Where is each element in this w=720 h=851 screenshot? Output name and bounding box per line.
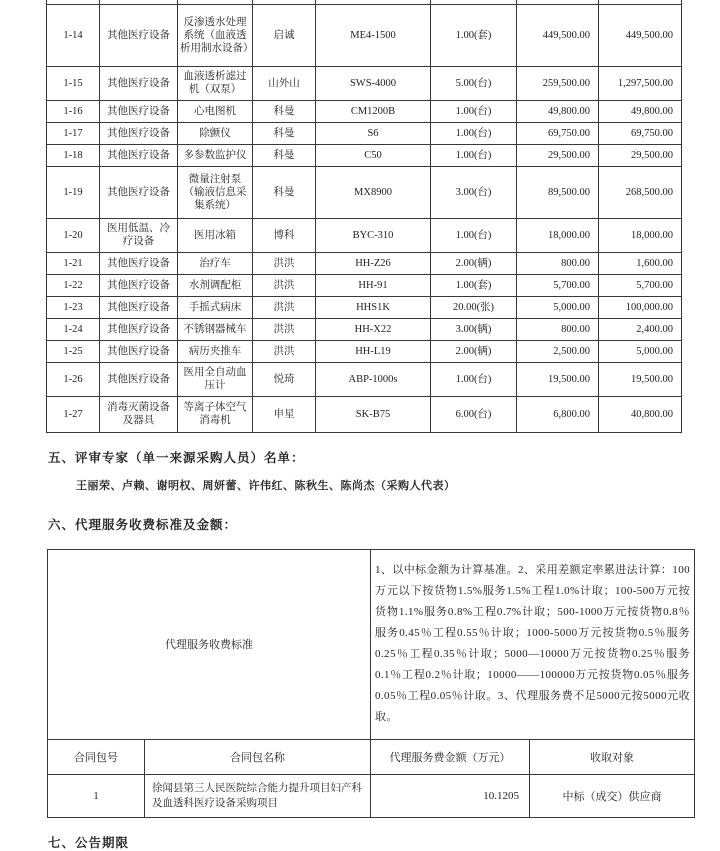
table-cell: 山外山 xyxy=(253,66,316,100)
table-cell: 100,000.00 xyxy=(599,296,682,318)
fee-header-package-name: 合同包名称 xyxy=(145,739,371,774)
table-cell: 其他医疗设备 xyxy=(100,66,178,100)
table-cell: 1.00(套) xyxy=(431,274,517,296)
table-cell: 等离子体空气消毒机 xyxy=(178,396,253,432)
table-cell: 1-21 xyxy=(47,252,100,274)
section6-heading: 六、代理服务收费标准及金额： xyxy=(48,517,238,532)
table-row xyxy=(47,396,682,432)
table-cell: 反渗透水处理系统（血液透析用制水设备） xyxy=(178,4,253,66)
table-cell: 血液透析滤过机（双泵） xyxy=(178,66,253,100)
table-cell: 医用全自动血压计 xyxy=(178,362,253,396)
table-cell: 其他医疗设备 xyxy=(100,318,178,340)
table-cell: 1-27 xyxy=(47,396,100,432)
table-cell: 5,000.00 xyxy=(599,340,682,362)
equipment-table-body xyxy=(47,0,682,432)
table-cell: 洪洪 xyxy=(253,340,316,362)
fee-cell-payer: 中标（成交）供应商 xyxy=(530,774,695,817)
table-cell: 消毒灭菌设备及器具 xyxy=(100,396,178,432)
table-cell: 6,800.00 xyxy=(517,396,599,432)
table-cell: SK-B75 xyxy=(316,396,431,432)
table-cell: 2,500.00 xyxy=(517,340,599,362)
table-cell: 49,800.00 xyxy=(517,100,599,122)
table-cell: 多参数监护仪 xyxy=(178,144,253,166)
table-cell: 6.00(台) xyxy=(431,396,517,432)
table-cell: MX8900 xyxy=(316,166,431,218)
table-cell: HH-X22 xyxy=(316,318,431,340)
table-cell: 18,000.00 xyxy=(599,218,682,252)
table-cell: HH-91 xyxy=(316,274,431,296)
fee-table-header-row xyxy=(48,739,695,774)
table-cell: BYC-310 xyxy=(316,218,431,252)
section5-heading: 五、评审专家（单一来源采购人员）名单： xyxy=(48,450,305,465)
table-cell: 5,000.00 xyxy=(517,296,599,318)
table-cell: 1.00(台) xyxy=(431,144,517,166)
table-cell: 其他医疗设备 xyxy=(100,274,178,296)
table-row xyxy=(47,318,682,340)
table-cell: 1.00(台) xyxy=(431,218,517,252)
table-cell: 2,400.00 xyxy=(599,318,682,340)
table-cell: 不锈钢器械车 xyxy=(178,318,253,340)
table-row xyxy=(47,340,682,362)
table-cell: 微量注射泵（输液信息采集系统） xyxy=(178,166,253,218)
fee-header-package-no: 合同包号 xyxy=(48,739,145,774)
table-cell: 科曼 xyxy=(253,122,316,144)
table-cell: 89,500.00 xyxy=(517,166,599,218)
fee-header-payer: 收取对象 xyxy=(530,739,695,774)
table-cell: 19,500.00 xyxy=(599,362,682,396)
table-cell: 259,500.00 xyxy=(517,66,599,100)
table-cell: 1-16 xyxy=(47,100,100,122)
table-cell: 心电图机 xyxy=(178,100,253,122)
table-cell: 博科 xyxy=(253,218,316,252)
table-row xyxy=(47,362,682,396)
table-cell: 449,500.00 xyxy=(599,4,682,66)
fee-table-data-row xyxy=(48,774,695,817)
fee-standard-label: 代理服务收费标准 xyxy=(48,549,371,739)
table-cell: 69,750.00 xyxy=(599,122,682,144)
table-cell: 40,800.00 xyxy=(599,396,682,432)
table-cell: 800.00 xyxy=(517,252,599,274)
table-cell: 手摇式病床 xyxy=(178,296,253,318)
table-cell: 800.00 xyxy=(517,318,599,340)
table-cell: 1.00(台) xyxy=(431,362,517,396)
table-cell: 其他医疗设备 xyxy=(100,122,178,144)
table-cell: SWS-4000 xyxy=(316,66,431,100)
table-cell: 其他医疗设备 xyxy=(100,166,178,218)
table-cell: 1-25 xyxy=(47,340,100,362)
table-cell: 49,800.00 xyxy=(599,100,682,122)
table-cell: 其他医疗设备 xyxy=(100,252,178,274)
table-cell: 科曼 xyxy=(253,166,316,218)
table-cell: 其他医疗设备 xyxy=(100,4,178,66)
table-cell: 科曼 xyxy=(253,144,316,166)
table-cell: C50 xyxy=(316,144,431,166)
table-cell: 其他医疗设备 xyxy=(100,100,178,122)
table-cell: 洪洪 xyxy=(253,296,316,318)
table-cell: 29,500.00 xyxy=(599,144,682,166)
table-cell: 1-17 xyxy=(47,122,100,144)
table-cell: 1-19 xyxy=(47,166,100,218)
table-row xyxy=(47,274,682,296)
table-row xyxy=(47,4,682,66)
table-row xyxy=(47,166,682,218)
table-cell: 20.00(张) xyxy=(431,296,517,318)
equipment-table xyxy=(46,0,682,433)
table-cell: 19,500.00 xyxy=(517,362,599,396)
table-cell: 治疗车 xyxy=(178,252,253,274)
table-cell: CM1200B xyxy=(316,100,431,122)
table-cell: 1.00(台) xyxy=(431,100,517,122)
table-cell: 洪洪 xyxy=(253,274,316,296)
table-cell: 1-26 xyxy=(47,362,100,396)
fee-header-amount: 代理服务费金额（万元） xyxy=(371,739,530,774)
table-cell: ABP-1000s xyxy=(316,362,431,396)
table-cell: 洪洪 xyxy=(253,318,316,340)
table-row xyxy=(47,218,682,252)
table-cell: 1-20 xyxy=(47,218,100,252)
table-cell: 医用低温、冷疗设备 xyxy=(100,218,178,252)
table-cell: 悦琦 xyxy=(253,362,316,396)
table-cell: 其他医疗设备 xyxy=(100,144,178,166)
table-cell: 1-14 xyxy=(47,4,100,66)
table-cell: 1-24 xyxy=(47,318,100,340)
table-row xyxy=(47,296,682,318)
table-cell: 5,700.00 xyxy=(517,274,599,296)
table-cell: 268,500.00 xyxy=(599,166,682,218)
fee-cell-amount: 10.1205 xyxy=(371,774,530,817)
table-cell: 1.00(台) xyxy=(431,122,517,144)
fee-standard-row xyxy=(48,549,695,739)
table-row xyxy=(47,252,682,274)
table-cell: 水剂调配柜 xyxy=(178,274,253,296)
table-cell: 洪洪 xyxy=(253,252,316,274)
section7-heading: 七、公告期限 xyxy=(48,835,130,850)
table-cell: 3.00(辆) xyxy=(431,318,517,340)
table-cell: HH-Z26 xyxy=(316,252,431,274)
table-cell: ME4-1500 xyxy=(316,4,431,66)
table-cell: 申星 xyxy=(253,396,316,432)
table-cell: 1,600.00 xyxy=(599,252,682,274)
table-cell: 其他医疗设备 xyxy=(100,340,178,362)
table-cell: 5,700.00 xyxy=(599,274,682,296)
table-cell: 2.00(辆) xyxy=(431,340,517,362)
fee-cell-package-name: 徐闻县第三人民医院综合能力提升项目妇产科及血透科医疗设备采购项目 xyxy=(145,774,371,817)
table-row xyxy=(47,122,682,144)
table-cell: 2.00(辆) xyxy=(431,252,517,274)
table-cell: HHS1K xyxy=(316,296,431,318)
table-cell: 1-18 xyxy=(47,144,100,166)
table-cell: 3.00(台) xyxy=(431,166,517,218)
table-cell: 449,500.00 xyxy=(517,4,599,66)
table-cell: 69,750.00 xyxy=(517,122,599,144)
table-row xyxy=(47,144,682,166)
expert-names: 王丽荣、卢赖、谢明权、周妍蕾、许伟红、陈秋生、陈尚杰（采购人代表） xyxy=(76,479,456,492)
table-cell: 病历夹推车 xyxy=(178,340,253,362)
table-cell: 1-15 xyxy=(47,66,100,100)
agency-fee-table xyxy=(47,549,695,818)
table-cell: 其他医疗设备 xyxy=(100,362,178,396)
table-row xyxy=(47,100,682,122)
table-cell: 18,000.00 xyxy=(517,218,599,252)
table-cell: 1-23 xyxy=(47,296,100,318)
fee-standard-text: 1、以中标金额为计算基准。2、采用差额定率累进法计算：100万元以下按货物1.5%服务1.5%工程1.0%计取；100-500万元按货物1.1%服务0.8%工程0.7%计取；500-1000万元按货物0.8％服务0.45％工程0.55％计取；1000-5000万元按货物0.5％服务0.25％工程0.35％计取；5000—10000万元按货物0.25％服务0.1％工程0.2％计取；10000——100000万元按货物0.05％服务0.05％工程0.05％计取。3、代理服务费不足5000元按5000元收取。 xyxy=(371,549,695,739)
table-cell: 5.00(台) xyxy=(431,66,517,100)
table-cell: 科曼 xyxy=(253,100,316,122)
table-cell: 除颤仪 xyxy=(178,122,253,144)
table-cell: 其他医疗设备 xyxy=(100,296,178,318)
table-cell: 启诚 xyxy=(253,4,316,66)
table-cell: 29,500.00 xyxy=(517,144,599,166)
table-cell: 医用冰箱 xyxy=(178,218,253,252)
fee-cell-package-no: 1 xyxy=(48,774,145,817)
table-cell: HH-L19 xyxy=(316,340,431,362)
table-cell: 1.00(套) xyxy=(431,4,517,66)
table-cell: 1,297,500.00 xyxy=(599,66,682,100)
table-cell: S6 xyxy=(316,122,431,144)
table-row xyxy=(47,66,682,100)
table-cell: 1-22 xyxy=(47,274,100,296)
